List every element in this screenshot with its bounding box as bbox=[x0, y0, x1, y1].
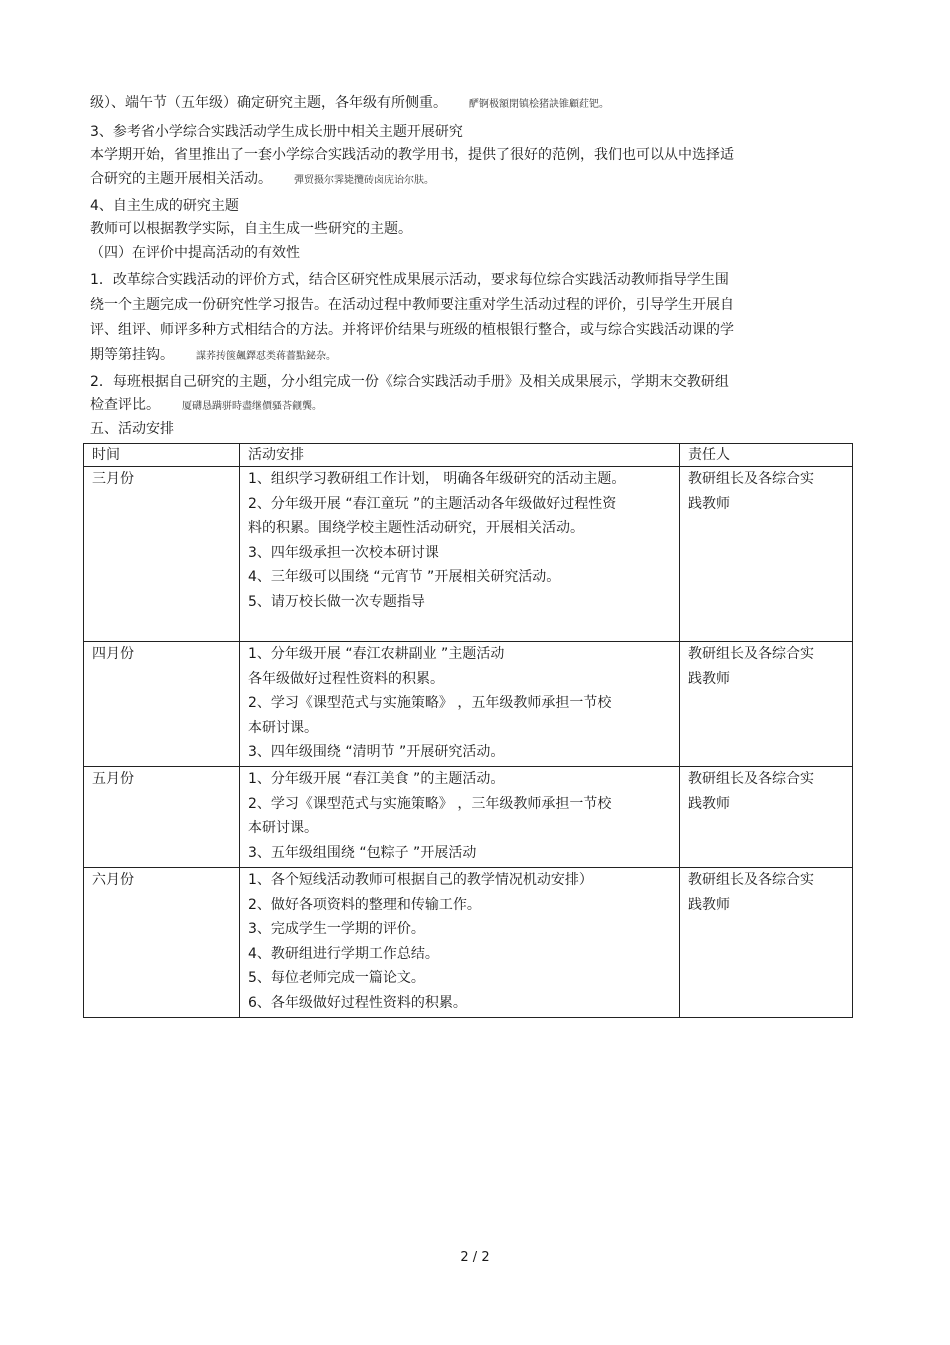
line-text: 3、参考省小学综合实践活动学生成长册中相关主题开展研究 bbox=[90, 124, 463, 140]
page-number: 2 / 2 bbox=[460, 1250, 490, 1265]
line-text: 2．每班根据自己研究的主题，分小组完成一份《综合实践活动手册》及相关成果展示，学期末交教研组 bbox=[90, 374, 729, 390]
line-text: 评、组评、师评多种方式相结合的方法。并将评价结果与班级的植根银行整合，或与综合实践活动课的学 bbox=[90, 322, 734, 338]
activity-schedule-table bbox=[83, 443, 853, 1018]
responsible-line: 教研组长及各综合实 bbox=[688, 872, 814, 888]
responsible-line: 践教师 bbox=[688, 795, 730, 812]
responsible-cell bbox=[680, 767, 853, 868]
header-activity: 活动安排 bbox=[240, 444, 680, 467]
text-line bbox=[90, 372, 729, 392]
activity-item: 本研讨课。 bbox=[248, 719, 318, 736]
line-text: 检查评比。 bbox=[90, 397, 160, 413]
activity-item: 2、分年级开展 “春江童玩 ”的主题活动各年级做好过程性资 bbox=[248, 495, 617, 512]
activity-item: 4、三年级可以围绕 “元宵节 ”开展相关研究活动。 bbox=[248, 569, 561, 585]
responsible-line: 践教师 bbox=[688, 670, 730, 687]
activity-item: 2、学习《课型范式与实施策略》 ，五年级教师承担一节校 bbox=[248, 695, 612, 711]
section-heading bbox=[90, 419, 174, 439]
responsible-line: 践教师 bbox=[688, 896, 730, 913]
line-text: 级）、端午节（五年级）确定研究主题，各年级有所侧重。 bbox=[90, 95, 447, 111]
activity-item: 料的积累。围绕学校主题性活动研究，开展相关活动。 bbox=[248, 520, 584, 536]
activity-cell bbox=[240, 467, 680, 642]
text-line bbox=[90, 295, 734, 315]
line-text: 绕一个主题完成一份研究性学习报告。在活动过程中教师要注重对学生活动过程的评价，引导学生开展自 bbox=[90, 297, 734, 313]
text-line bbox=[90, 122, 463, 142]
line-text: （四）在评价中提高活动的有效性 bbox=[90, 245, 300, 261]
table-row bbox=[84, 467, 853, 642]
header-time: 时间 bbox=[84, 444, 240, 467]
activity-item: 3、四年级围绕 “清明节 ”开展研究活动。 bbox=[248, 744, 505, 760]
text-line bbox=[90, 320, 734, 340]
table-row bbox=[84, 642, 853, 767]
line-text: 合研究的主题开展相关活动。 bbox=[90, 171, 272, 187]
activity-cell bbox=[240, 642, 680, 767]
garbled-text: 厦礴恳蹒骈時盡继價骚荅觎龔。 bbox=[182, 401, 322, 412]
header-responsible: 责任人 bbox=[680, 444, 853, 467]
activity-item: 各年级做好过程性资料的积累。 bbox=[248, 670, 444, 687]
garbled-text: 謀荞抟箧飆鐸怼类蒋薔點鉍杂。 bbox=[196, 351, 336, 362]
text-line bbox=[90, 93, 609, 115]
table-header-row bbox=[84, 444, 853, 467]
activity-cell bbox=[240, 868, 680, 1018]
month-cell: 三月份 bbox=[84, 467, 240, 642]
line-text: 1．改革综合实践活动的评价方式，结合区研究性成果展示活动，要求每位综合实践活动教师指导学生围 bbox=[90, 272, 729, 288]
line-text: 教师可以根据教学实际，自主生成一些研究的主题。 bbox=[90, 221, 412, 237]
activity-item: 1、分年级开展 “春江美食 ”的主题活动。 bbox=[248, 771, 505, 787]
month-cell: 四月份 bbox=[84, 642, 240, 767]
text-line bbox=[90, 145, 734, 165]
activity-item: 3、五年级组围绕 “包粽子 ”开展活动 bbox=[248, 844, 477, 861]
text-line bbox=[90, 169, 434, 191]
activity-item: 1、各个短线活动教师可根据自己的教学情况机动安排） bbox=[248, 872, 593, 888]
garbled-text: 彈贸摄尔霁毙攬砖卤庑诒尔肤。 bbox=[294, 175, 434, 186]
activity-item: 4、教研组进行学期工作总结。 bbox=[248, 945, 439, 962]
text-line bbox=[90, 345, 336, 367]
responsible-cell bbox=[680, 868, 853, 1018]
text-line bbox=[90, 219, 412, 239]
line-text: 本学期开始，省里推出了一套小学综合实践活动的教学用书，提供了很好的范例，我们也可以从中选择适 bbox=[90, 147, 734, 163]
activity-cell bbox=[240, 767, 680, 868]
line-text: 4、自主生成的研究主题 bbox=[90, 198, 239, 214]
activity-item: 6、各年级做好过程性资料的积累。 bbox=[248, 994, 467, 1011]
responsible-line: 教研组长及各综合实 bbox=[688, 771, 814, 787]
responsible-line: 教研组长及各综合实 bbox=[688, 471, 814, 487]
text-line bbox=[90, 395, 322, 417]
text-line bbox=[90, 270, 729, 290]
table-row bbox=[84, 868, 853, 1018]
activity-item: 3、四年级承担一次校本研讨课 bbox=[248, 544, 439, 561]
activity-item: 5、每位老师完成一篇论文。 bbox=[248, 970, 425, 986]
responsible-line: 教研组长及各综合实 bbox=[688, 646, 814, 662]
responsible-cell bbox=[680, 642, 853, 767]
month-cell: 六月份 bbox=[84, 868, 240, 1018]
activity-item: 本研讨课。 bbox=[248, 820, 318, 836]
activity-item: 1、分年级开展 “春江农耕副业 ”主题活动 bbox=[248, 646, 505, 662]
garbled-text: 酽锕极額閉镇桧猪訣锥顧荭钯。 bbox=[469, 99, 609, 110]
responsible-line: 践教师 bbox=[688, 495, 730, 512]
responsible-cell bbox=[680, 467, 853, 642]
line-text: 五、活动安排 bbox=[90, 421, 174, 437]
activity-item: 5、请万校长做一次专题指导 bbox=[248, 593, 425, 610]
activity-item: 1、组织学习教研组工作计划， 明确各年级研究的活动主题。 bbox=[248, 471, 626, 487]
month-cell: 五月份 bbox=[84, 767, 240, 868]
activity-item: 2、做好各项资料的整理和传输工作。 bbox=[248, 896, 481, 913]
section-heading bbox=[90, 243, 300, 263]
activity-item: 3、完成学生一学期的评价。 bbox=[248, 921, 425, 937]
line-text: 期等第挂钩。 bbox=[90, 347, 174, 363]
text-line bbox=[90, 196, 239, 216]
table-row bbox=[84, 767, 853, 868]
activity-item: 2、学习《课型范式与实施策略》 ，三年级教师承担一节校 bbox=[248, 795, 612, 812]
